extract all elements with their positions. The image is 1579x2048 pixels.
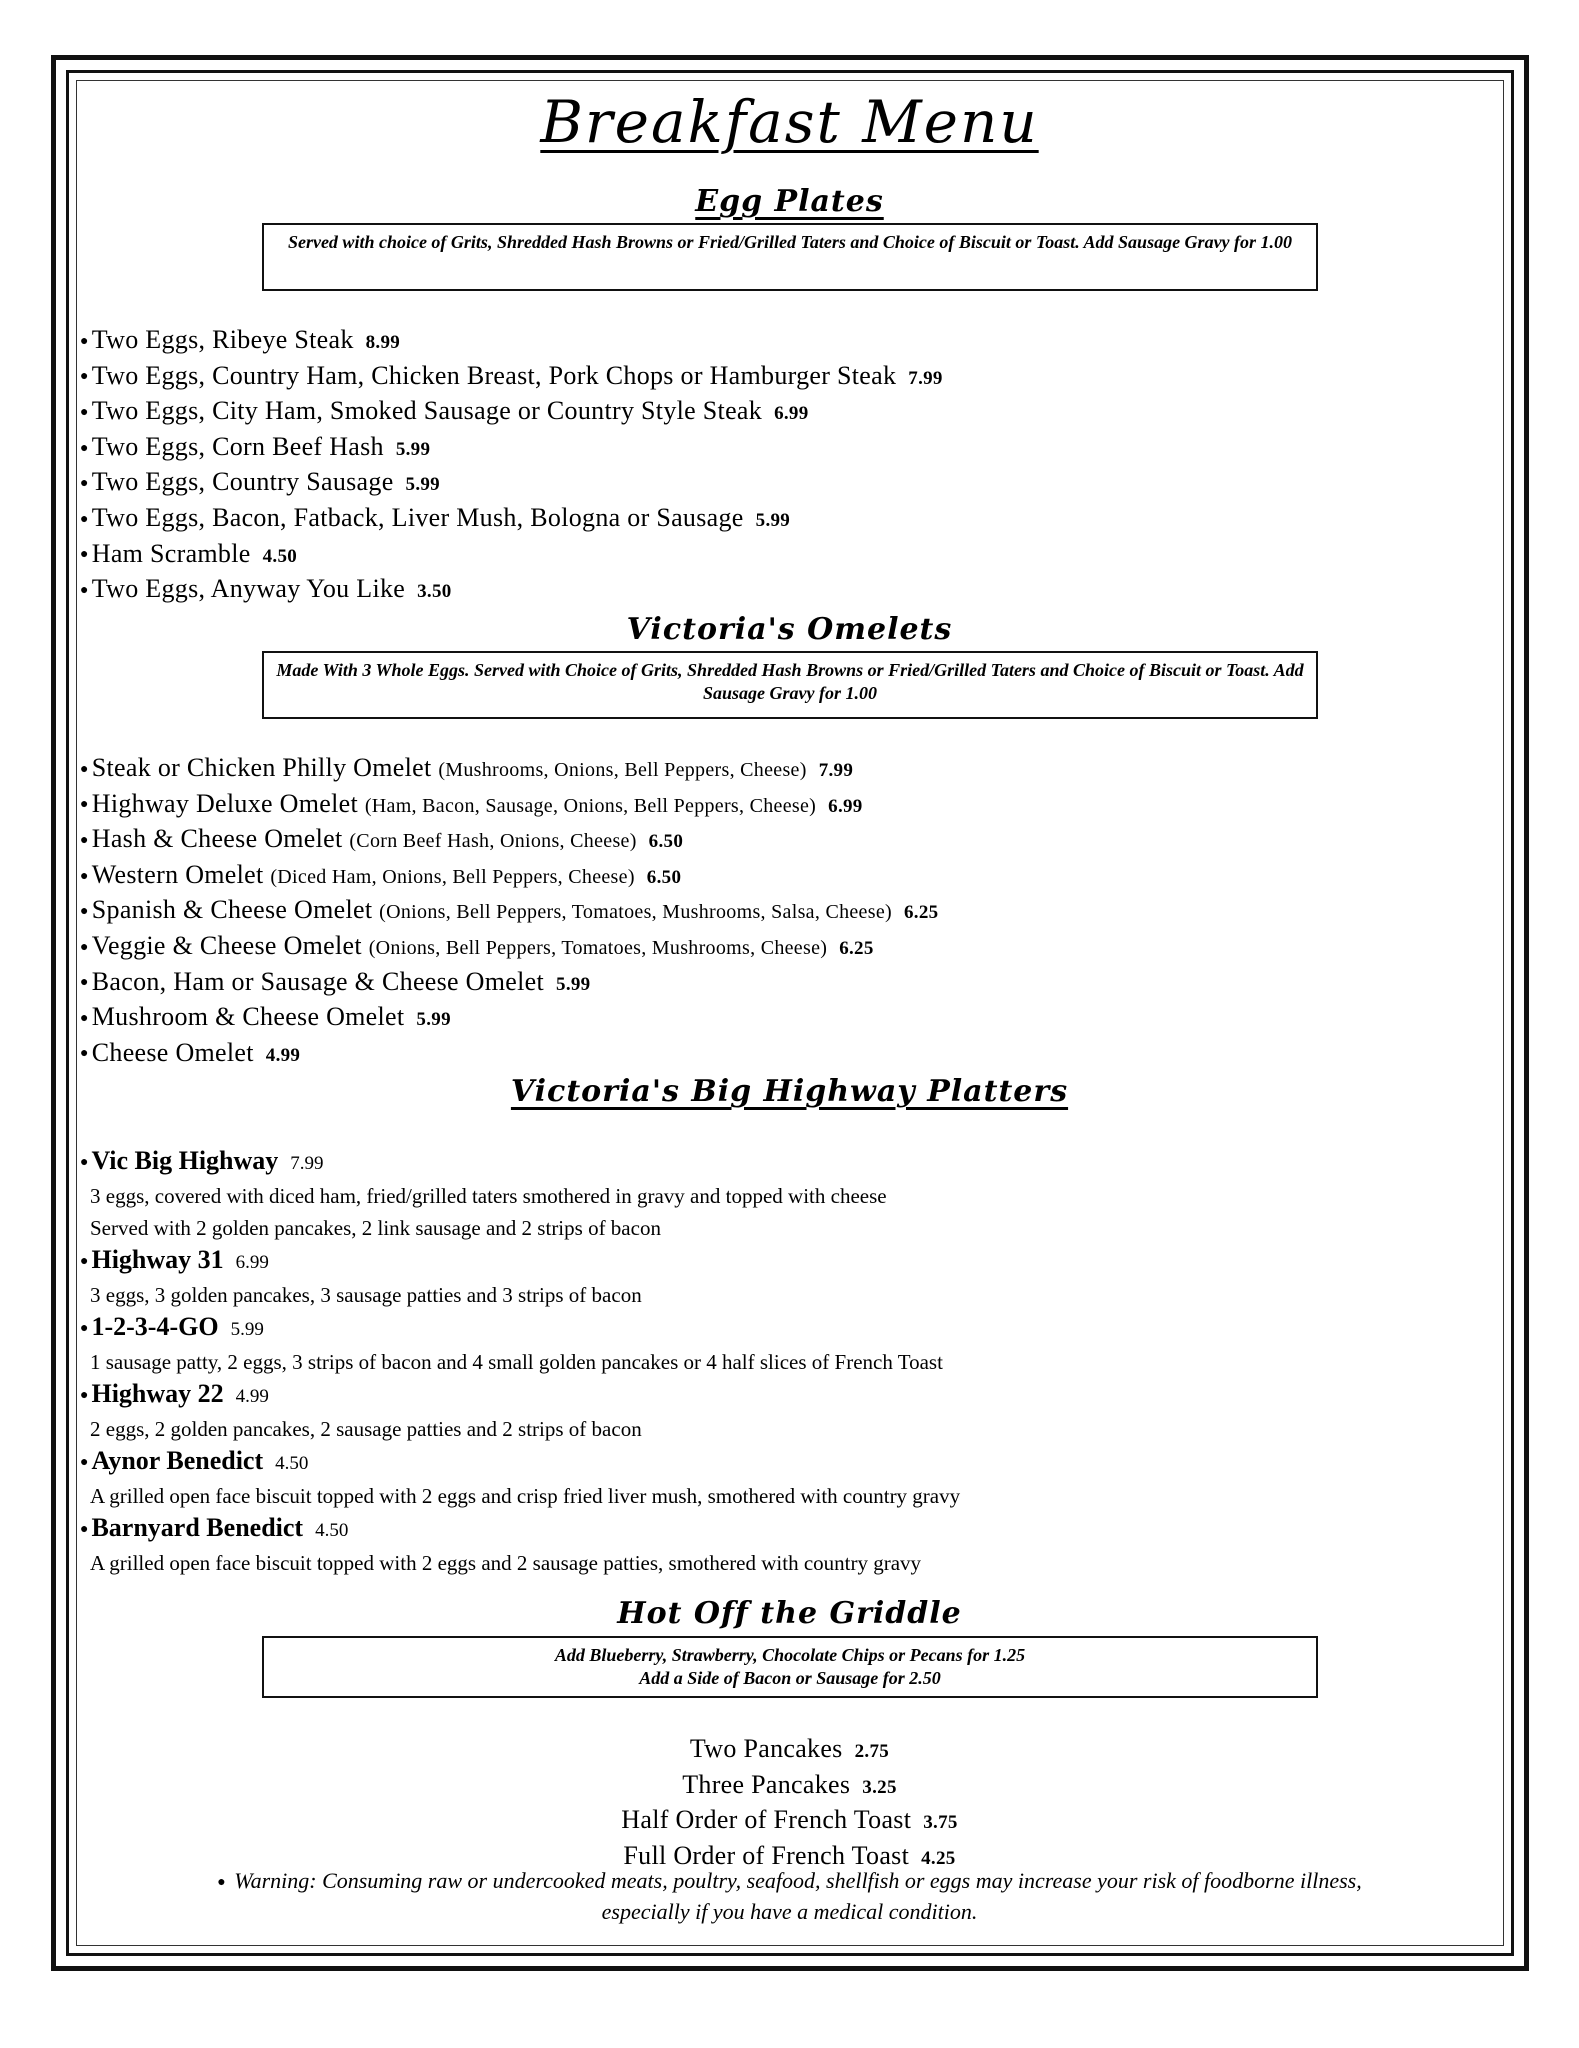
- platter-desc: 2 eggs, 2 golden pancakes, 2 sausage patties and 2 strips of bacon: [90, 1417, 642, 1441]
- bullet-icon: ●: [217, 1875, 226, 1891]
- egg-plates-heading: Egg Plates: [695, 184, 884, 219]
- list-item: ● Two Eggs, Corn Beef Hash 5.99: [80, 431, 431, 461]
- list-item: ● Ham Scramble 4.50: [80, 538, 298, 568]
- griddle-list: [0, 1733, 1579, 1875]
- list-item: ● Two Eggs, Country Ham, Chicken Breast, Pork Chops or Hamburger Steak 7.99: [80, 360, 943, 390]
- platter-desc: 3 eggs, 3 golden pancakes, 3 sausage patties and 3 strips of bacon: [90, 1283, 642, 1307]
- list-item: Three Pancakes 3.25: [682, 1769, 897, 1799]
- list-item: ● Western Omelet (Diced Ham, Onions, Bell Peppers, Cheese) 6.50: [80, 859, 682, 889]
- platter-name: ● Barnyard Benedict 4.50: [80, 1513, 349, 1542]
- list-item: ● Two Eggs, Bacon, Fatback, Liver Mush, Bologna or Sausage 5.99: [80, 502, 791, 532]
- list-item: ● Two Eggs, Country Sausage 5.99: [80, 467, 440, 497]
- page-title: Breakfast Menu: [540, 88, 1039, 156]
- list-item: ● Highway Deluxe Omelet (Ham, Bacon, Sausage, Onions, Bell Peppers, Cheese) 6.99: [80, 788, 863, 818]
- omelets-heading: Victoria's Omelets: [626, 612, 953, 647]
- list-item: Half Order of French Toast 3.75: [621, 1805, 958, 1834]
- platter-desc: A grilled open face biscuit topped with 2 eggs and crisp fried liver mush, smothered with country gravy: [90, 1484, 961, 1508]
- list-item: ● Two Eggs, Anyway You Like 3.50: [80, 574, 452, 604]
- platter-name: ● Vic Big Highway 7.99: [80, 1146, 324, 1175]
- list-item: ● Spanish & Cheese Omelet (Onions, Bell Peppers, Tomatoes, Mushrooms, Salsa, Cheese) 6.25: [80, 895, 939, 925]
- list-item: ● Mushroom & Cheese Omelet 5.99: [80, 1002, 451, 1032]
- list-item: ● Two Eggs, Ribeye Steak 8.99: [80, 325, 401, 354]
- platter-name: ● Aynor Benedict 4.50: [80, 1446, 309, 1475]
- list-item: ● Bacon, Ham or Sausage & Cheese Omelet 5.99: [80, 966, 591, 996]
- egg-plates-note: Served with choice of Grits, Shredded Hash Browns or Fried/Grilled Taters and Choice of Biscuit or Toast. Add Sausage Gravy for 1.00: [262, 223, 1318, 291]
- platter-desc: Served with 2 golden pancakes, 2 link sausage and 2 strips of bacon: [90, 1216, 661, 1240]
- egg-plates-list: [80, 324, 943, 609]
- list-item: ● Steak or Chicken Philly Omelet (Mushrooms, Onions, Bell Peppers, Cheese) 7.99: [80, 753, 854, 782]
- list-item: Full Order of French Toast 4.25: [623, 1840, 956, 1870]
- platters-heading: Victoria's Big Highway Platters: [510, 1074, 1069, 1109]
- platters-list: [80, 1145, 1480, 1579]
- platter-desc: 3 eggs, covered with diced ham, fried/grilled taters smothered in gravy and topped with cheese: [90, 1184, 887, 1208]
- omelets-list: [80, 752, 938, 1072]
- griddle-note: Add Blueberry, Strawberry, Chocolate Chips or Pecans for 1.25 Add a Side of Bacon or Sausage for 2.50: [262, 1636, 1318, 1698]
- list-item: Two Pancakes 2.75: [689, 1734, 890, 1763]
- platter-desc: 1 sausage patty, 2 eggs, 3 strips of bacon and 4 small golden pancakes or 4 half slices of French Toast: [90, 1350, 943, 1374]
- platter-name: ● Highway 22 4.99: [80, 1379, 269, 1408]
- griddle-heading: Hot Off the Griddle: [617, 1596, 962, 1631]
- list-item: ● Cheese Omelet 4.99: [80, 1037, 301, 1067]
- platter-name: ● 1-2-3-4-GO 5.99: [80, 1312, 264, 1341]
- list-item: ● Hash & Cheese Omelet (Corn Beef Hash, Onions, Cheese) 6.50: [80, 824, 684, 854]
- warning-notice: ● Warning: Consuming raw or undercooked meats, poultry, seafood, shellfish or eggs may increase your risk of foodborne illness, especially if you have a medical condition.: [217, 1868, 1362, 1925]
- platter-desc: A grilled open face biscuit topped with 2 eggs and 2 sausage patties, smothered with country gravy: [90, 1551, 922, 1575]
- list-item: ● Veggie & Cheese Omelet (Onions, Bell Peppers, Tomatoes, Mushrooms, Cheese) 6.25: [80, 930, 874, 960]
- omelets-note: Made With 3 Whole Eggs. Served with Choice of Grits, Shredded Hash Browns or Fried/Grilled Taters and Choice of Biscuit or Toast. Add Sausage Gravy for 1.00: [262, 651, 1318, 719]
- list-item: ● Two Eggs, City Ham, Smoked Sausage or Country Style Steak 6.99: [80, 396, 809, 426]
- platter-name: ● Highway 31 6.99: [80, 1245, 269, 1274]
